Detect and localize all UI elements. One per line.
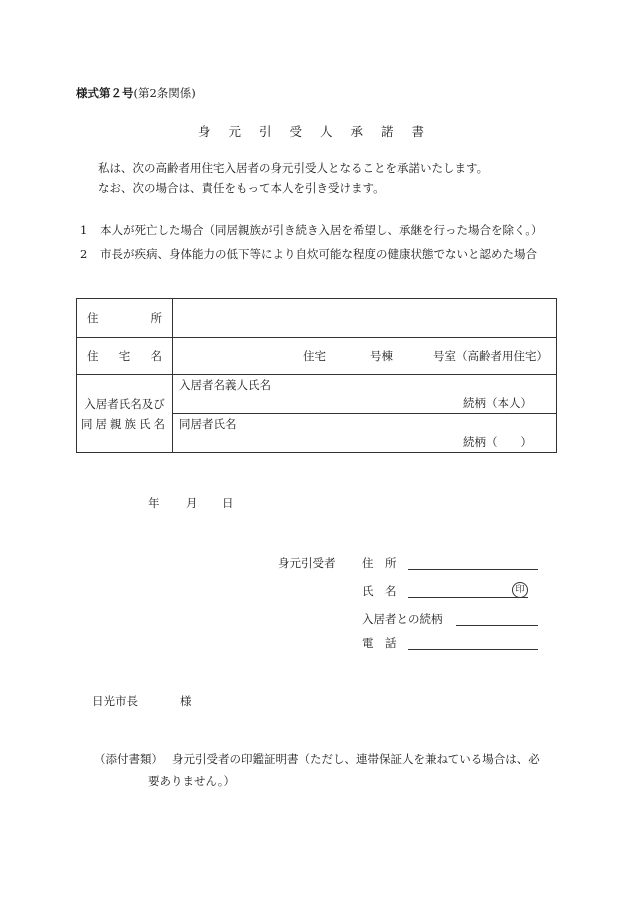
form-number-ref: (第2条関係) xyxy=(133,86,196,100)
address-label-char-1: 住 xyxy=(87,311,99,325)
guarantor-name-line[interactable] xyxy=(408,597,528,598)
housing-unit-jutaku: 住宅 xyxy=(303,349,326,363)
clause-1 xyxy=(80,222,543,238)
clause-text: 本人が死亡した場合（同居親族が引き続き入居を希望し、承継を行った場合を除く。） xyxy=(100,223,543,237)
family-name-field[interactable] xyxy=(173,414,556,452)
guarantor-phone-line[interactable] xyxy=(408,649,538,650)
guarantor-address-line[interactable] xyxy=(408,569,538,570)
housing-label-cell xyxy=(77,338,173,375)
addressee-honorific: 様 xyxy=(180,694,192,708)
guarantor-name-label: 氏 名 xyxy=(362,584,397,598)
clause-2 xyxy=(80,246,537,262)
resident-label-cell xyxy=(77,375,173,453)
housing-field[interactable] xyxy=(173,338,557,375)
attachment-label: （添付書類） xyxy=(94,752,163,766)
document-title: 身元引受人承諾書 xyxy=(197,124,442,139)
date-year: 年 xyxy=(148,496,160,510)
resident-names-cell xyxy=(173,375,557,453)
clause-number: 2 xyxy=(80,247,88,261)
guarantor-heading: 身元引受者 xyxy=(278,556,336,570)
form-number-main: 様式第２号 xyxy=(76,86,134,100)
housing-label-char-2: 宅 xyxy=(118,349,131,363)
guarantor-relation-label: 入居者との続柄 xyxy=(362,612,443,626)
family-relation: 続柄（ ） xyxy=(463,435,532,449)
attachment-text-line-2: 要ありません。） xyxy=(148,774,235,788)
resident-label-line-1: 入居者氏名及び xyxy=(84,396,165,411)
resident-info-table xyxy=(76,298,557,453)
addressee-mayor: 日光市長 xyxy=(92,694,138,708)
clause-number: 1 xyxy=(80,223,88,237)
date-day: 日 xyxy=(222,496,234,510)
housing-label-char-3: 名 xyxy=(150,349,162,363)
address-label-char-2: 所 xyxy=(150,311,162,325)
housing-unit-goshitsu: 号室（高齢者用住宅） xyxy=(433,349,548,363)
family-label: 同居者氏名 xyxy=(179,417,237,431)
holder-relation: 続柄（本人） xyxy=(463,396,532,410)
intro-line-2: なお、次の場合は、責任をもって本人を引き受けます。 xyxy=(98,181,385,195)
clause-text: 市長が疾病、身体能力の低下等により自炊可能な程度の健康状態でないと認めた場合 xyxy=(100,247,537,261)
guarantor-relation-line[interactable] xyxy=(456,625,538,626)
resident-label-line-2: 同居親族氏名 xyxy=(81,416,168,431)
intro-line-1: 私は、次の高齢者用住宅入居者の身元引受人となることを承諾いたします。 xyxy=(98,161,489,175)
guarantor-address-label: 住 所 xyxy=(362,556,397,570)
address-field[interactable] xyxy=(173,299,557,338)
guarantor-phone-label: 電 話 xyxy=(362,636,397,650)
housing-label-char-1: 住 xyxy=(87,349,99,363)
form-number xyxy=(76,85,196,101)
housing-unit-goto: 号棟 xyxy=(370,349,393,363)
holder-name-field[interactable] xyxy=(173,375,556,414)
attachment-text-line-1: 身元引受者の印鑑証明書（ただし、連帯保証人を兼ねている場合は、必 xyxy=(172,752,540,766)
addressee xyxy=(92,693,192,709)
date-line xyxy=(148,495,234,511)
attachment-note xyxy=(94,748,554,792)
holder-label: 入居者名義人氏名 xyxy=(179,378,271,392)
date-month: 月 xyxy=(186,496,198,510)
seal-mark-icon: 印 xyxy=(512,582,528,598)
address-label-cell xyxy=(77,299,173,338)
